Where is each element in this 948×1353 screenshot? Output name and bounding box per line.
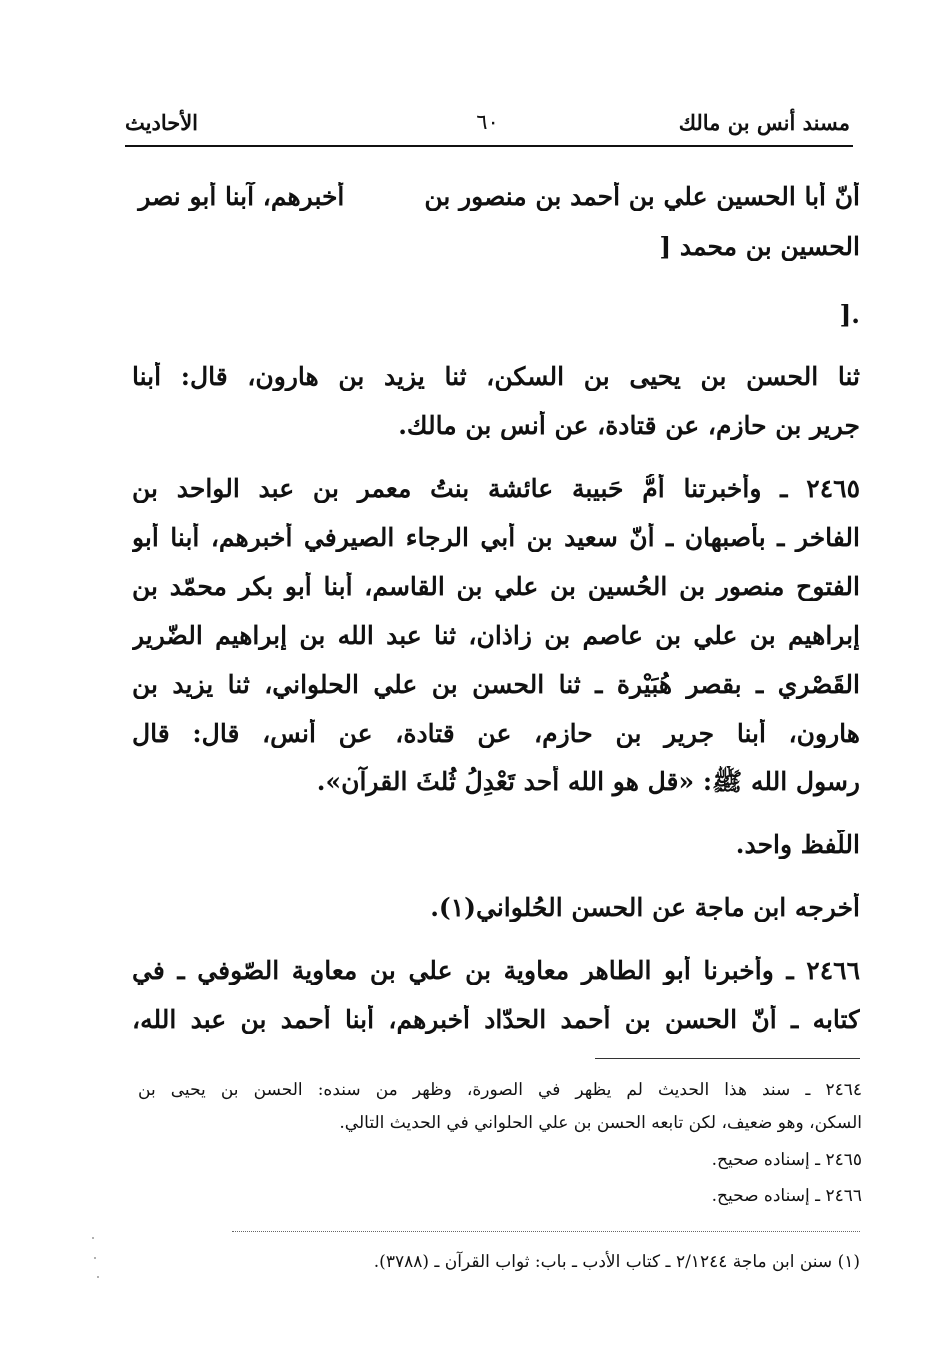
body-note-takhrij: أخرجه ابن ماجة عن الحسن الحُلواني(١).	[430, 893, 860, 922]
hadith-2465-line-4: إبراهيم بن علي بن عاصم بن زاذان، ثنا عبد الله بن إبراهيم الضّرير	[132, 621, 860, 650]
reference-note: (١) سنن ابن ماجة ٢/١٢٤٤ ـ كتاب الأدب ـ باب: ثواب القرآن ـ (٣٧٨٨).	[373, 1252, 860, 1272]
body-line-5: جرير بن حازم، عن قتادة، عن أنس بن مالك.	[398, 411, 860, 440]
header-rule	[125, 145, 853, 147]
hadith-2466-line-1: ٢٤٦٦ ـ وأخبرنا أبو الطاهر معاوية بن علي بن معاوية الصّوفي ـ في	[132, 956, 860, 985]
body-line-2: الحسين بن محمد [	[659, 232, 860, 261]
running-header	[125, 104, 850, 142]
hadith-2465-line-3: الفتوح منصور بن الحُسين بن علي بن القاسم، أبنا أبو بكر محمّد بن	[132, 572, 860, 601]
footnote-line-3: ٢٤٦٥ ـ إسناده صحيح.	[711, 1150, 862, 1170]
footnote-separator	[595, 1058, 860, 1059]
hadith-2466-line-2: كتابه ـ أنّ الحسن بن أحمد الحدّاد أخبرهم، أبنا أحمد بن عبد الله،	[132, 1005, 860, 1034]
body-line-1-left: أخبرهم، آبنا أبو نصر	[138, 182, 345, 211]
body-line-3: .[	[839, 300, 860, 329]
scan-speck	[97, 1276, 99, 1278]
header-section-title: الأحاديث	[125, 110, 199, 135]
hadith-2465-line-6: هارون، أبنا جرير بن حازم، عن قتادة، عن أنس، قال: قال	[132, 719, 860, 748]
header-book-title: مسند أنس بن مالك	[678, 110, 850, 135]
page-number: ٦٠	[476, 110, 499, 134]
scan-speck	[94, 1257, 96, 1259]
footnote-line-1: ٢٤٦٤ ـ سند هذا الحديث لم يظهر في الصورة، وظهر من سنده: الحسن بن يحيى بن	[138, 1080, 862, 1100]
hadith-2465-line-1: ٢٤٦٥ ـ وأخبرتنا أمُّ حَبيبة عائشة بنتُ معمر بن عبد الواحد بن	[132, 474, 860, 503]
hadith-2465-line-2: الفاخر ـ بأصبهان ـ أنّ سعيد بن أبي الرجاء الصيرفي أخبرهم، أبنا أبو	[132, 523, 860, 552]
footnote-line-4: ٢٤٦٦ ـ إسناده صحيح.	[711, 1186, 862, 1206]
scan-speck	[92, 1237, 94, 1239]
footnote-line-2: السكن، وهو ضعيف، لكن تابعه الحسن بن علي الحلواني في الحديث التالي.	[339, 1113, 862, 1133]
body-line-1	[132, 182, 860, 211]
body-note-wording: اللّفظ واحد.	[735, 830, 860, 859]
body-line-4: ثنا الحسن بن يحيى بن السكن، ثنا يزيد بن هارون، قال: أبنا	[132, 362, 860, 391]
reference-separator	[232, 1231, 860, 1232]
body-line-1-right: أنّ أبا الحسين علي بن أحمد بن منصور بن	[424, 182, 860, 211]
hadith-2465-line-7: رسول الله ﷺ: «قل هو الله أحد تَعْدِلُ ثُلثَ القرآن».	[316, 767, 860, 796]
hadith-2465-line-5: القَصْري ـ بقصر هُبَيْرة ـ ثنا الحسن بن علي الحلواني، ثنا يزيد بن	[132, 670, 860, 699]
